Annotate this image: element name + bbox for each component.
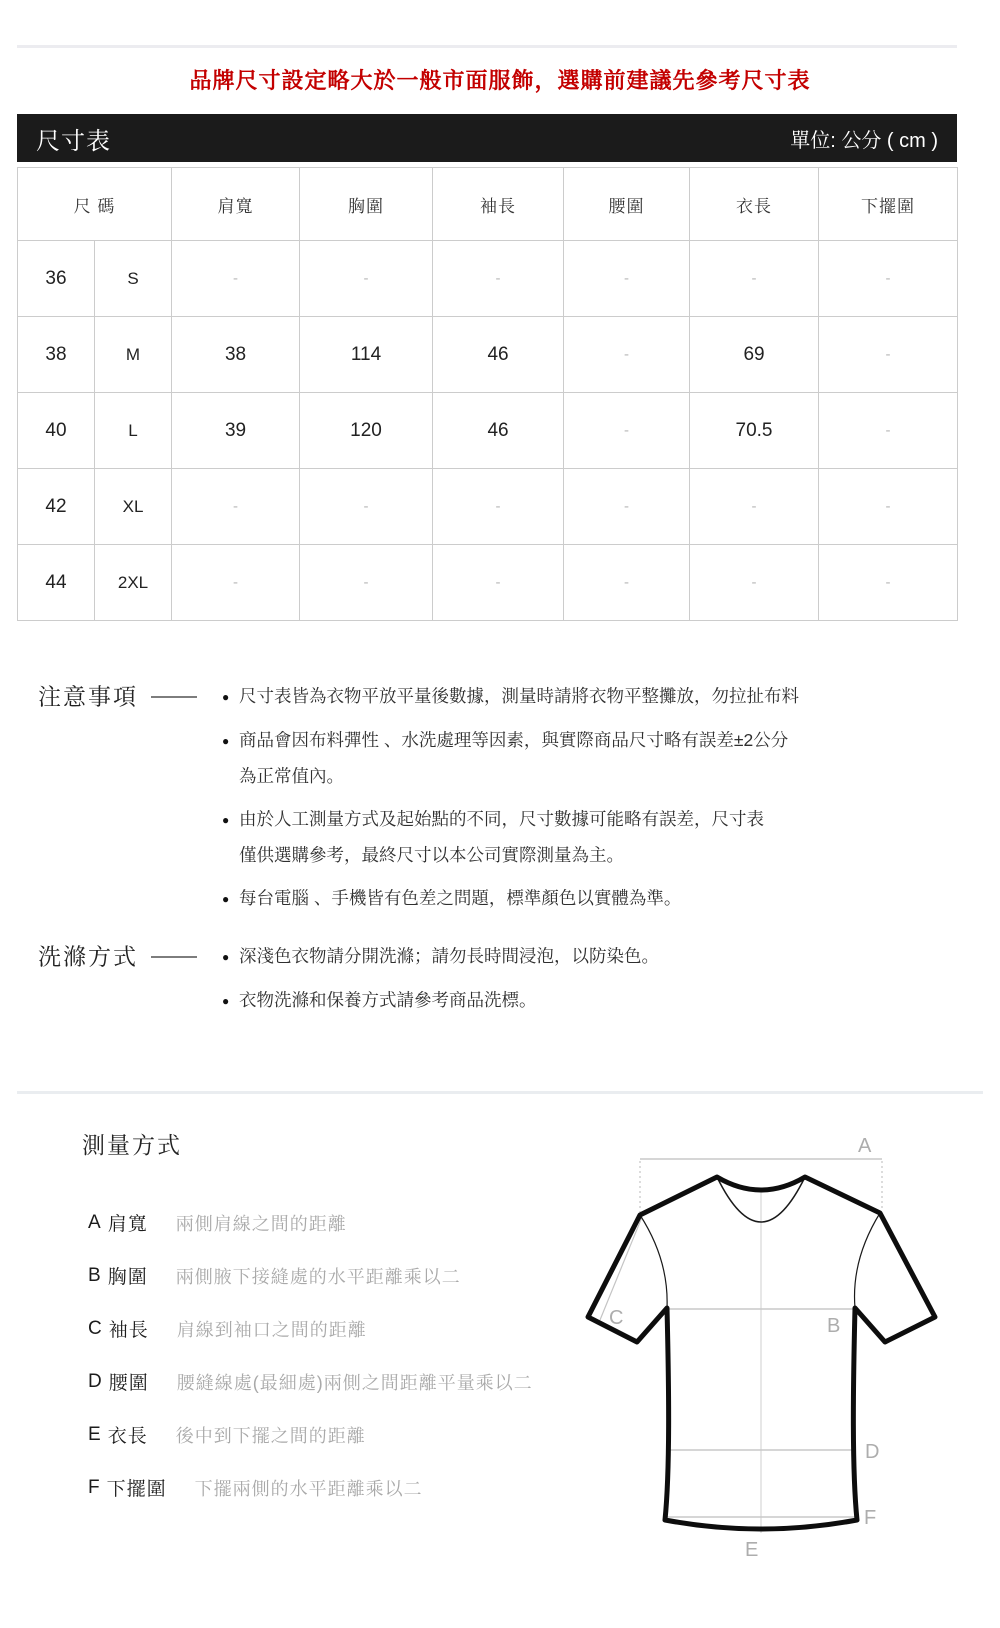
column-header-chest: 胸圍 [300, 168, 433, 241]
value-cell: 70.5 [690, 393, 819, 469]
measurement-label: 腰圍 [108, 1373, 149, 1394]
column-header-sleeve: 袖長 [433, 168, 564, 241]
note-text: 商品會因布料彈性 、水洗處理等因素，與實際商品尺寸略有誤差±2公分 [239, 730, 789, 750]
size-num-cell: 36 [18, 241, 95, 317]
table-row [18, 393, 958, 469]
list-item [222, 983, 954, 1019]
size-label-cell: XL [95, 469, 172, 545]
note-text: 深淺色衣物請分開洗滌；請勿長時間浸泡，以防染色。 [239, 946, 659, 966]
diagram-label-c: C [609, 1307, 624, 1329]
size-chart-header-bar [17, 114, 957, 162]
measurement-desc: 下擺兩側的水平距離乘以二 [194, 1478, 423, 1499]
size-num-cell: 40 [18, 393, 95, 469]
list-item [222, 802, 954, 873]
column-header-shoulder: 肩寬 [172, 168, 300, 241]
measurement-key: C [88, 1317, 102, 1339]
measurement-list [88, 1196, 533, 1514]
value-cell: - [819, 241, 958, 317]
washing-section [38, 939, 954, 1027]
top-divider [17, 45, 957, 48]
value-cell: - [172, 241, 300, 317]
value-cell: - [819, 545, 958, 621]
unit-label: 單位: 公分 ( cm ) [790, 129, 938, 152]
measurement-item [88, 1355, 533, 1408]
value-cell: - [172, 545, 300, 621]
notes-list [222, 679, 954, 925]
bullet-icon: ● [222, 813, 230, 827]
washing-heading-row [38, 939, 222, 1027]
note-text: 衣物洗滌和保養方式請參考商品洗標。 [239, 990, 537, 1010]
value-cell: - [819, 317, 958, 393]
value-cell: - [564, 545, 690, 621]
value-cell: - [300, 241, 433, 317]
value-cell: - [433, 545, 564, 621]
table-row [18, 469, 958, 545]
washing-heading: 洗滌方式 [38, 943, 138, 970]
value-cell: - [564, 241, 690, 317]
diagram-label-f: F [864, 1507, 877, 1529]
diagram-label-a: A [858, 1135, 872, 1157]
measurement-item [88, 1249, 533, 1302]
measurement-key: D [88, 1370, 102, 1392]
note-text: 由於人工測量方式及起始點的不同，尺寸數據可能略有誤差，尺寸表 [239, 809, 764, 829]
value-cell: 69 [690, 317, 819, 393]
bullet-icon: ● [222, 734, 230, 748]
table-row [18, 545, 958, 621]
value-cell: - [819, 469, 958, 545]
column-header-hem: 下擺圍 [819, 168, 958, 241]
measurement-desc: 後中到下擺之間的距離 [175, 1425, 366, 1446]
measurement-item [88, 1196, 533, 1249]
measurement-key: E [88, 1423, 101, 1445]
value-cell: 114 [300, 317, 433, 393]
washing-list [222, 939, 954, 1027]
measurement-label: 肩寬 [107, 1214, 148, 1235]
value-cell: 120 [300, 393, 433, 469]
value-cell: - [564, 317, 690, 393]
measurement-desc: 兩側肩線之間的距離 [175, 1213, 347, 1234]
value-cell: - [300, 469, 433, 545]
size-chart-title: 尺寸表 [36, 127, 111, 155]
value-cell: - [690, 545, 819, 621]
measurement-heading: 測量方式 [82, 1132, 182, 1158]
diagram-label-b: B [827, 1315, 841, 1337]
value-cell: - [690, 241, 819, 317]
value-cell: - [564, 393, 690, 469]
notes-section [38, 679, 954, 925]
measurement-label: 袖長 [108, 1320, 149, 1341]
notes-heading: 注意事項 [38, 683, 138, 710]
measurement-key: A [88, 1211, 101, 1233]
brand-notice: 品牌尺寸設定略大於一般市面服飾，選購前建議先參考尺寸表 [189, 68, 811, 93]
bullet-icon: ● [222, 690, 230, 704]
value-cell: 38 [172, 317, 300, 393]
list-item [222, 679, 954, 715]
note-text: 每台電腦 、手機皆有色差之問題，標準顏色以實體為準。 [239, 888, 682, 908]
list-item [222, 939, 954, 975]
column-header-length: 衣長 [690, 168, 819, 241]
table-row [18, 241, 958, 317]
measurement-desc: 腰縫線處(最細處)兩側之間距離平量乘以二 [176, 1372, 533, 1393]
table-row [18, 317, 958, 393]
measurement-item [88, 1461, 533, 1514]
value-cell: - [172, 469, 300, 545]
notes-heading-row [38, 679, 222, 925]
size-label-cell: L [95, 393, 172, 469]
column-header-waist: 腰圍 [564, 168, 690, 241]
column-header-size: 尺 碼 [18, 168, 172, 241]
size-num-cell: 38 [18, 317, 95, 393]
value-cell: - [433, 241, 564, 317]
value-cell: 46 [433, 317, 564, 393]
diagram-label-e: E [745, 1539, 759, 1561]
note-text: 尺寸表皆為衣物平放平量後數據，測量時請將衣物平整攤放，勿拉扯布料 [239, 686, 799, 706]
value-cell: - [433, 469, 564, 545]
bullet-icon: ● [222, 892, 230, 906]
measurement-key: B [88, 1264, 101, 1286]
value-cell: - [690, 469, 819, 545]
measurement-desc: 肩線到袖口之間的距離 [176, 1319, 367, 1340]
measurement-key: F [88, 1476, 100, 1498]
value-cell: 39 [172, 393, 300, 469]
note-text: 僅供選購參考，最終尺寸以本公司實際測量為主。 [239, 845, 624, 865]
measurement-item [88, 1302, 533, 1355]
size-label-cell: M [95, 317, 172, 393]
header-row [18, 168, 958, 241]
measurement-desc: 兩側腋下接縫處的水平距離乘以二 [175, 1266, 461, 1287]
list-item [222, 723, 954, 794]
value-cell: 46 [433, 393, 564, 469]
bullet-icon: ● [222, 994, 230, 1008]
measurement-label: 衣長 [107, 1426, 148, 1447]
list-item [222, 881, 954, 917]
size-label-cell: S [95, 241, 172, 317]
diagram-label-d: D [865, 1441, 880, 1463]
bullet-icon: ● [222, 950, 230, 964]
value-cell: - [819, 393, 958, 469]
size-chart-table [17, 167, 958, 621]
heading-rule [151, 696, 197, 698]
measurement-label: 下擺圍 [106, 1479, 167, 1500]
size-label-cell: 2XL [95, 545, 172, 621]
heading-rule [151, 956, 197, 958]
size-num-cell: 44 [18, 545, 95, 621]
measurement-label: 胸圍 [107, 1267, 148, 1288]
note-text: 為正常值內。 [239, 766, 344, 786]
value-cell: - [564, 469, 690, 545]
tshirt-diagram [565, 1090, 965, 1610]
value-cell: - [300, 545, 433, 621]
size-num-cell: 42 [18, 469, 95, 545]
measurement-item [88, 1408, 533, 1461]
